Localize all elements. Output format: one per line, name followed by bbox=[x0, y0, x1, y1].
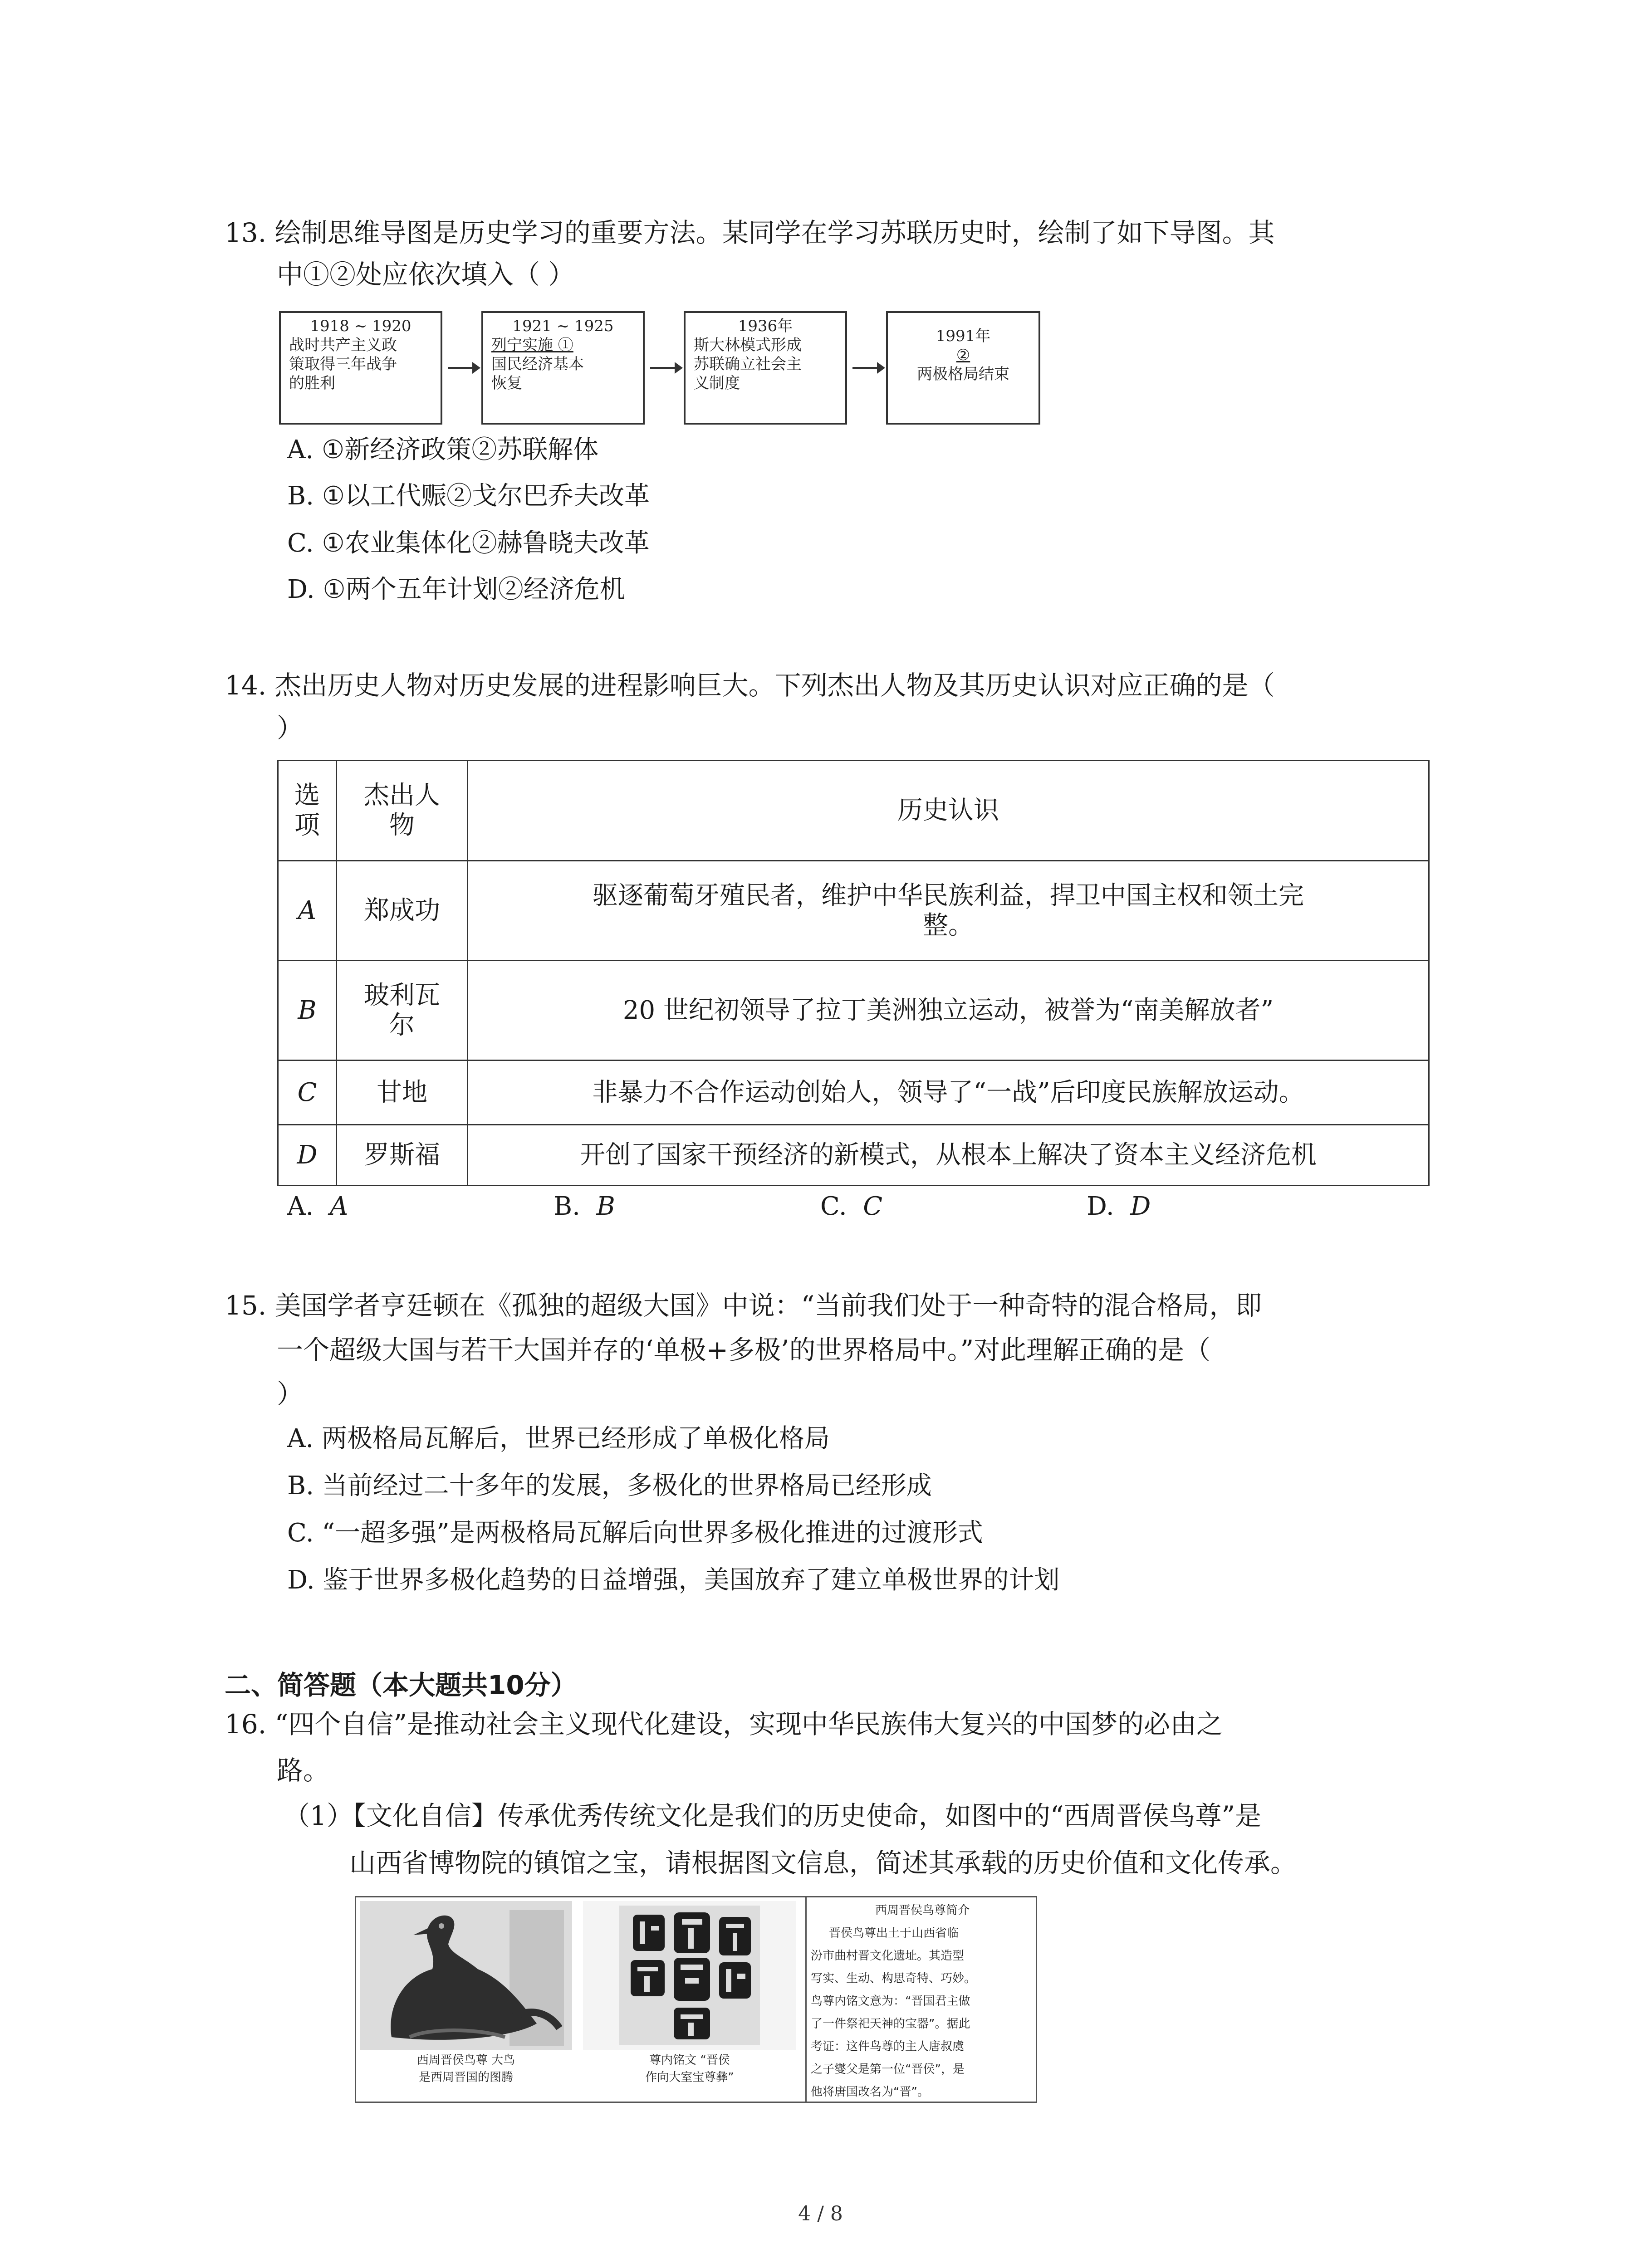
q14-answer-b[interactable] bbox=[554, 1192, 615, 1221]
mind-map-box-1-line: 的胜利 bbox=[289, 374, 335, 392]
q15-option-d[interactable]: D. 鉴于世界多极化趋势的日益增强，美国放弃了建立单极世界的计划 bbox=[287, 1565, 1060, 1595]
answer-label: D. bbox=[1087, 1192, 1114, 1221]
mind-map-box-4-blank: ② bbox=[956, 346, 970, 364]
intro-line: 之子燮父是第一位“晋侯”，是 bbox=[811, 2063, 965, 2076]
row-option: A bbox=[278, 861, 337, 961]
row-history: 非暴力不合作运动创始人，领导了“一战”后印度民族解放运动。 bbox=[468, 1061, 1429, 1125]
mind-map-box-4 bbox=[886, 311, 1040, 425]
q15-option-b[interactable]: B. 当前经过二十多年的发展，多极化的世界格局已经形成 bbox=[287, 1471, 932, 1501]
page-number: 4 / 8 bbox=[798, 2202, 843, 2225]
table-row bbox=[278, 1061, 1429, 1125]
panel-divider bbox=[805, 1897, 807, 2102]
mind-map-box-3-head: 1936年 bbox=[738, 317, 793, 335]
mind-map-box-2-line: 列宁实施 ① bbox=[491, 336, 573, 354]
row-person: 甘地 bbox=[337, 1061, 468, 1125]
answer-value: D bbox=[1130, 1192, 1151, 1221]
row-option: D bbox=[278, 1125, 337, 1186]
mind-map-box-1 bbox=[279, 311, 442, 425]
q16-stem-line2: 路。 bbox=[277, 1755, 330, 1786]
q14-answer-a[interactable] bbox=[287, 1192, 348, 1221]
mind-map-box-4-head: 1991年 bbox=[936, 327, 991, 345]
intro-line: 写实、生动、构思奇特、巧妙。 bbox=[811, 1972, 976, 1985]
row-history-line: 驱逐葡萄牙殖民者，维护中华民族利益，捍卫中国主权和领土完 bbox=[593, 880, 1304, 910]
mind-map-arrow bbox=[448, 367, 474, 369]
row-person: 罗斯福 bbox=[337, 1125, 468, 1186]
table-row bbox=[278, 861, 1429, 961]
q13-option-c[interactable]: C. ①农业集体化②赫鲁晓夫改革 bbox=[287, 528, 650, 558]
q13-option-d[interactable]: D. ①两个五年计划②经济危机 bbox=[287, 575, 625, 604]
q15-option-a[interactable]: A. 两极格局瓦解后，世界已经形成了单极化格局 bbox=[287, 1424, 830, 1453]
header-text: 杰出人 bbox=[364, 781, 440, 810]
answer-value: A bbox=[329, 1192, 348, 1221]
bird-vessel-icon bbox=[360, 1901, 572, 2050]
row-person: 郑成功 bbox=[337, 861, 468, 961]
caption-line: 尊内铭文 “晋侯 bbox=[649, 2053, 730, 2067]
mind-map bbox=[279, 307, 1009, 443]
intro-line: 考证：这件鸟尊的主人唐叔虞 bbox=[811, 2040, 965, 2053]
q14-answer-d[interactable] bbox=[1087, 1192, 1151, 1221]
q13-option-a[interactable]: A. ①新经济政策②苏联解体 bbox=[287, 435, 599, 464]
q15-option-c[interactable]: C. “一超多强”是两极格局瓦解后向世界多极化推进的过渡形式 bbox=[287, 1518, 983, 1548]
intro-line: 晋侯鸟尊出土于山西省临 bbox=[829, 1926, 959, 1940]
table-header-option bbox=[278, 761, 337, 861]
q13-stem-line1: 13. 绘制思维导图是历史学习的重要方法。某同学在学习苏联历史时，绘制了如下导图。其 bbox=[225, 217, 1275, 248]
mind-map-box-1-head: 1918 ~ 1920 bbox=[310, 317, 411, 335]
q15-stem-line1: 15. 美国学者亨廷顿在《孤独的超级大国》中说：“当前我们处于一种奇特的混合格局，即 bbox=[225, 1290, 1262, 1321]
header-text: 项 bbox=[294, 811, 320, 840]
row-person-line: 尔 bbox=[389, 1010, 415, 1040]
mind-map-box-1-line: 战时共产主义政 bbox=[289, 336, 397, 354]
bird-zun-figure bbox=[355, 1896, 1037, 2103]
table-row bbox=[278, 1125, 1429, 1186]
row-history bbox=[468, 861, 1429, 961]
table-header-history: 历史认识 bbox=[468, 761, 1429, 861]
row-person-line: 玻利瓦 bbox=[364, 980, 440, 1010]
header-text: 选 bbox=[294, 781, 320, 810]
answer-label: C. bbox=[820, 1192, 847, 1221]
q15-stem-line3: ） bbox=[277, 1378, 304, 1409]
q15-stem-line2: 一个超级大国与若干大国并存的‘单极+多极’的世界格局中。”对此理解正确的是（ bbox=[277, 1334, 1211, 1365]
intro-line: 鸟尊内铭文意为：“晋国君主做 bbox=[811, 1994, 970, 2008]
table-header-person bbox=[337, 761, 468, 861]
mind-map-box-3-line: 斯大林模式形成 bbox=[694, 336, 802, 354]
mind-map-box-2 bbox=[481, 311, 645, 425]
q16-stem-line1: 16. “四个自信”是推动社会主义现代化建设，实现中华民族伟大复兴的中国梦的必由之 bbox=[225, 1709, 1223, 1740]
q14-answer-c[interactable] bbox=[820, 1192, 882, 1221]
q13-option-b[interactable]: B. ①以工代赈②戈尔巴乔夫改革 bbox=[287, 481, 650, 511]
photo-caption bbox=[360, 2052, 572, 2086]
bird-zun-photo bbox=[360, 1901, 572, 2050]
q14-stem-line2: ） bbox=[277, 713, 304, 743]
answer-label: A. bbox=[287, 1192, 314, 1221]
inscription-caption bbox=[583, 2052, 796, 2086]
row-option: C bbox=[278, 1061, 337, 1125]
answer-value: B bbox=[596, 1192, 615, 1221]
q13-stem-line2: 中①②处应依次填入（ ） bbox=[277, 259, 575, 290]
intro-panel bbox=[811, 1899, 1034, 2103]
mind-map-box-3 bbox=[684, 311, 847, 425]
q14-table bbox=[277, 760, 1430, 1186]
mind-map-box-2-head: 1921 ~ 1925 bbox=[512, 317, 614, 335]
intro-line: 了一件祭祀天神的宝器”。据此 bbox=[811, 2017, 970, 2031]
answer-label: B. bbox=[554, 1192, 580, 1221]
table-row bbox=[278, 961, 1429, 1061]
mind-map-box-2-line: 恢复 bbox=[491, 374, 522, 392]
section-title: 二、简答题（本大题共10分） bbox=[225, 1670, 577, 1701]
intro-line: 汾市曲村晋文化遗址。其造型 bbox=[811, 1949, 965, 1963]
mind-map-arrow bbox=[852, 367, 879, 369]
mind-map-arrow bbox=[650, 367, 676, 369]
answer-value: C bbox=[863, 1192, 883, 1221]
q16-sub1-line1: （1）【文化自信】传承优秀传统文化是我们的历史使命，如图中的“西周晋侯鸟尊”是 bbox=[284, 1800, 1262, 1831]
intro-title: 西周晋侯鸟尊简介 bbox=[875, 1904, 970, 1917]
caption-line: 作向大室宝尊彝” bbox=[645, 2071, 734, 2084]
mind-map-box-2-line: 国民经济基本 bbox=[491, 355, 584, 373]
mind-map-box-3-line: 义制度 bbox=[694, 374, 740, 392]
caption-line: 是西周晋国的图腾 bbox=[418, 2071, 513, 2084]
row-person bbox=[337, 961, 468, 1061]
mind-map-box-3-line: 苏联确立社会主 bbox=[694, 355, 802, 373]
mind-map-box-4-line: 两极格局结束 bbox=[917, 365, 1009, 383]
inscription-rubbing bbox=[583, 1901, 796, 2050]
table-header-row bbox=[278, 761, 1429, 861]
inscription-rubbing-icon bbox=[583, 1901, 796, 2050]
intro-line: 他将唐国改名为“晋”。 bbox=[811, 2085, 929, 2099]
caption-line: 西周晋侯鸟尊 大鸟 bbox=[416, 2053, 515, 2067]
header-text: 物 bbox=[389, 811, 415, 840]
row-history-line: 整。 bbox=[923, 910, 974, 940]
q16-sub1-line2: 山西省博物院的镇馆之宝，请根据图文信息，简述其承载的历史价值和文化传承。 bbox=[349, 1848, 1297, 1878]
row-history: 20 世纪初领导了拉丁美洲独立运动，被誉为“南美解放者” bbox=[468, 961, 1429, 1061]
row-history: 开创了国家干预经济的新模式，从根本上解决了资本主义经济危机 bbox=[468, 1125, 1429, 1186]
q14-stem-line1: 14. 杰出历史人物对历史发展的进程影响巨大。下列杰出人物及其历史认识对应正确的是（ bbox=[225, 670, 1275, 701]
mind-map-box-1-line: 策取得三年战争 bbox=[289, 355, 397, 373]
row-option: B bbox=[278, 961, 337, 1061]
